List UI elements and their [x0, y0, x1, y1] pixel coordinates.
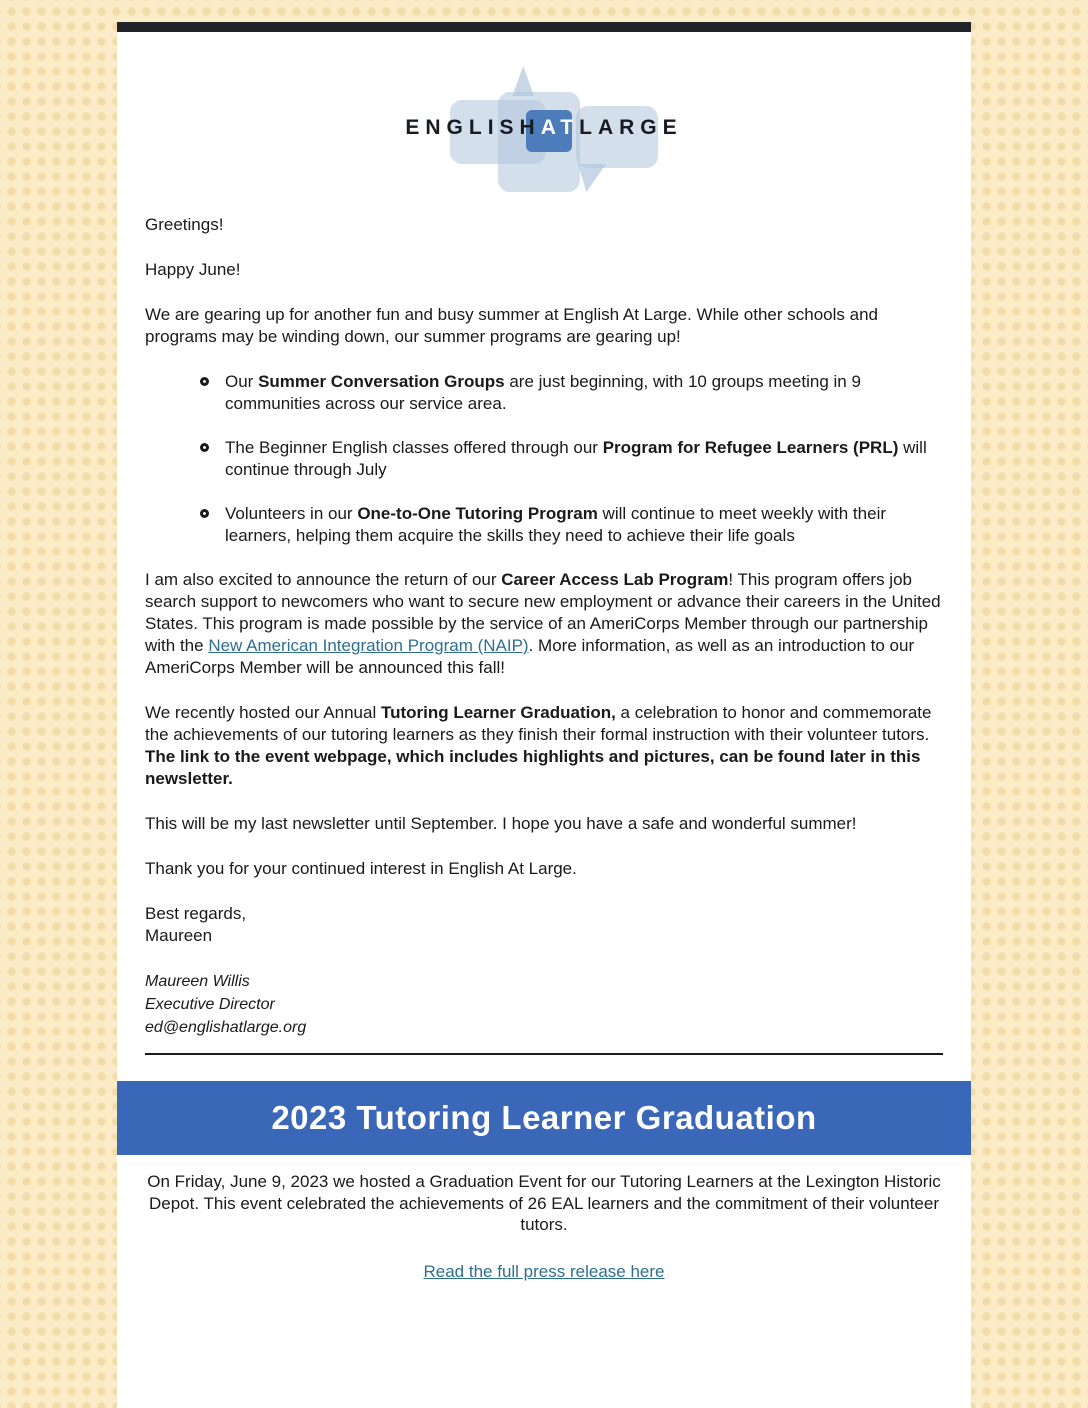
naip-link[interactable]: New American Integration Program (NAIP) — [208, 636, 529, 655]
greeting-text: Greetings! — [145, 215, 224, 234]
bullet-dot-icon — [200, 509, 209, 518]
top-accent-bar — [117, 22, 971, 32]
speech-bubble-tail-icon — [578, 164, 606, 192]
english-at-large-logo — [394, 64, 694, 186]
wordmark-english: ENGLISH — [405, 116, 541, 139]
career-access-paragraph: I am also excited to announce the return of our Career Access Lab Program! This program offers job search support to newcomers who want to secure new employment or advance their careers in the United States. This program is made possible by the service of an AmeriCorps Member through our partnership with the New American Integration Program (NAIP). More information, as well as an introduction to our AmeriCorps Member will be announced this fall! — [145, 570, 941, 677]
bullet-dot-icon — [200, 377, 209, 386]
list-item — [200, 437, 943, 481]
signature-name: Maureen Willis — [145, 973, 250, 990]
list-item — [200, 371, 943, 415]
graduation-event-paragraph: On Friday, June 9, 2023 we hosted a Graduation Event for our Tutoring Learners at the Lexington Historic Depot. This event celebrated the achievements of 26 EAL learners and the commitment of their volunteer tutors. — [147, 1172, 941, 1234]
section-divider — [145, 1053, 943, 1055]
bullet-text: The Beginner English classes offered through our Program for Refugee Learners (PRL) will continue through July — [225, 438, 927, 479]
press-release-link[interactable]: Read the full press release here — [423, 1261, 665, 1281]
logo-wordmark — [394, 116, 694, 140]
signature-title: Executive Director — [145, 996, 275, 1013]
list-item — [200, 503, 943, 547]
sign-name-text: Maureen — [145, 926, 213, 945]
signature-email: ed@englishatlarge.org — [145, 1019, 307, 1036]
sign-off-text: Best regards, — [145, 904, 247, 923]
sign-off-block — [145, 903, 943, 947]
intro-paragraph: We are gearing up for another fun and busy summer at English At Large. While other schools and programs may be winding down, our summer programs are gearing up! — [145, 305, 878, 346]
graduation-banner-title: 2023 Tutoring Learner Graduation — [271, 1099, 817, 1136]
signature-block — [145, 970, 943, 1039]
letter-body — [117, 214, 971, 1055]
closing-paragraph-1: This will be my last newsletter until September. I hope you have a safe and wonderful summer! — [145, 814, 857, 833]
closing-paragraph-2: Thank you for your continued interest in English At Large. — [145, 859, 577, 878]
bullet-text: Our Summer Conversation Groups are just beginning, with 10 groups meeting in 9 communities across our service area. — [225, 372, 861, 413]
program-bullet-list — [145, 371, 943, 547]
wordmark-large: LARGE — [579, 116, 683, 139]
email-body — [117, 22, 971, 1408]
graduation-paragraph: We recently hosted our Annual Tutoring Learner Graduation, a celebration to honor and commemorate the achievements of our tutoring learners as they finish their formal instruction with their volunteer tutors. The link to the event webpage, which includes highlights and pictures, can be found later in this newsletter. — [145, 703, 932, 788]
bullet-text: Volunteers in our One-to-One Tutoring Program will continue to meet weekly with their learners, helping them acquire the skills they need to achieve their life goals — [225, 504, 887, 545]
press-release-link-row — [117, 1262, 971, 1282]
wordmark-at: AT — [540, 116, 580, 139]
happy-june-text: Happy June! — [145, 260, 241, 279]
graduation-banner — [117, 1081, 971, 1155]
bullet-dot-icon — [200, 443, 209, 452]
